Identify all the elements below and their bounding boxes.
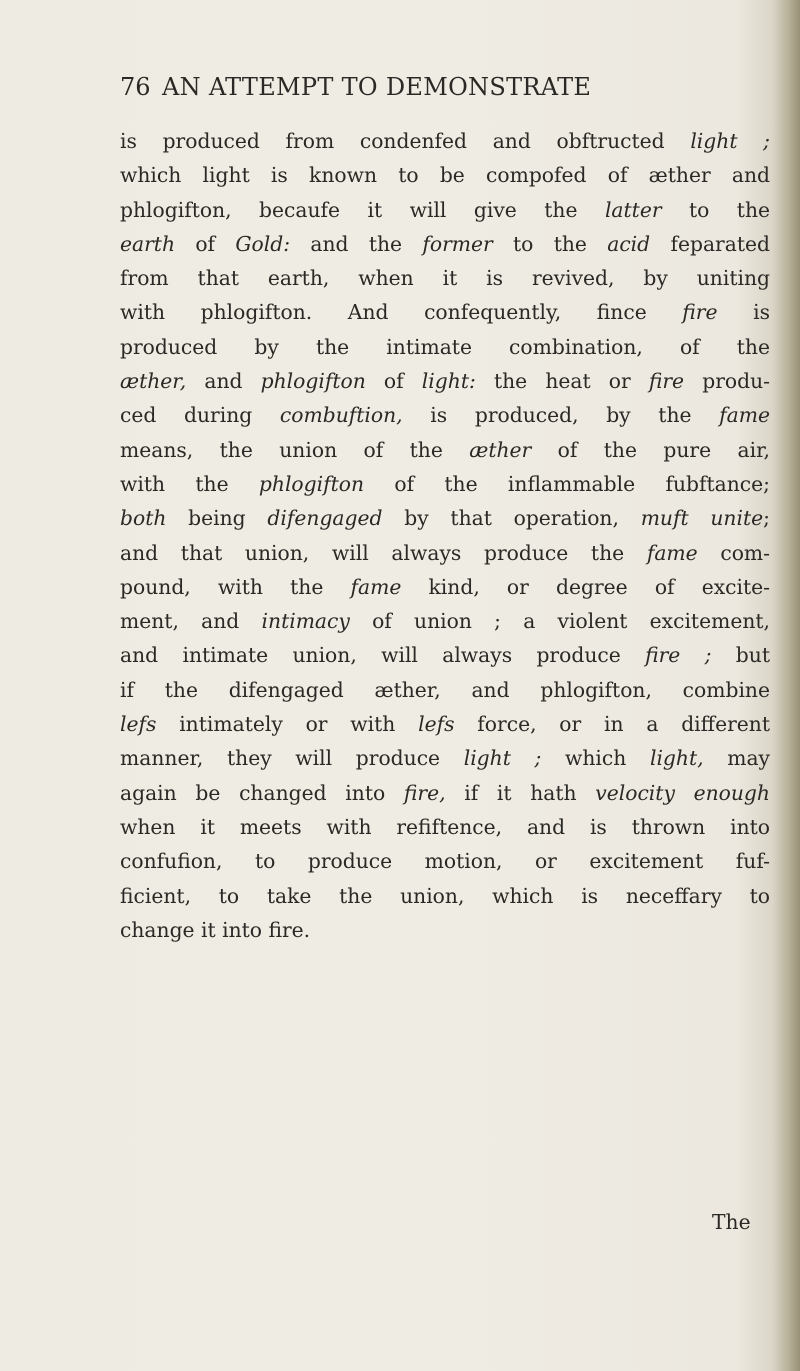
text-segment: means, the union of the [120,437,470,462]
text-segment: and [186,369,261,394]
text-segment: from that earth, when it is revived, by uniting [120,266,770,291]
text-line [120,707,770,741]
text-line [120,741,770,775]
page-edge-shadow [772,0,800,1371]
text-segment: kind, or degree of excite- [401,574,770,599]
text-segment: force, or in a different [454,712,770,737]
text-segment: com- [697,540,770,565]
italic-segment: fame [646,540,698,565]
italic-segment: Gold: [235,231,291,256]
text-segment: may [703,746,770,771]
text-segment: produced by the intimate combination, of the [120,334,770,359]
text-segment: being [166,506,268,531]
text-segment: to the [492,231,608,256]
italic-segment: fire [682,300,718,325]
italic-segment: fame [350,574,402,599]
text-segment: again be changed into [120,780,404,805]
italic-segment: intimacy [261,609,350,634]
text-segment: which light is known to be compofed of æther and [120,163,770,188]
text-segment: is produced, by the [402,403,720,428]
italic-segment: both [120,506,167,531]
text-segment: but [711,643,770,668]
text-segment: of [365,369,422,394]
text-segment: and the [290,231,423,256]
catchword: The [712,1210,751,1234]
text-segment: feparated [650,231,770,256]
text-line [120,227,770,261]
text-segment: of [175,231,236,256]
text-segment: produ- [684,369,770,394]
italic-segment: phlogifton [260,369,366,394]
text-line [120,364,770,398]
text-line [120,295,770,329]
italic-segment: light: [421,369,476,394]
text-line [120,879,770,913]
running-head: AN ATTEMPT TO DEMONSTRATE [162,73,592,101]
italic-segment: fire ; [645,643,712,668]
text-line [120,330,770,364]
text-segment: and that union, will always produce the [120,540,647,565]
italic-segment: light, [649,746,704,771]
italic-segment: æther [469,437,532,462]
text-line [120,570,770,604]
italic-segment: lefs [120,712,157,737]
text-segment: confufion, to produce motion, or excitement fuf- [120,849,770,874]
text-segment: of the pure air, [531,437,770,462]
italic-segment: muft unite [640,506,764,531]
text-segment: is [717,300,770,325]
text-segment: with the [120,471,259,496]
text-segment: intimately or with [156,712,419,737]
text-line [120,913,770,947]
text-segment: change it into fire. [120,917,311,942]
italic-segment: former [422,231,493,256]
text-segment: which [541,746,650,771]
text-segment: and intimate union, will always produce [120,643,646,668]
text-line [120,433,770,467]
text-line [120,673,770,707]
text-line [120,158,770,192]
text-line [120,810,770,844]
text-segment: ficient, to take the union, which is neceffary to [120,883,770,908]
text-segment: of the inflammable fubftance; [364,471,770,496]
text-line [120,638,770,672]
text-line [120,536,770,570]
italic-segment: combuftion, [279,403,403,428]
italic-segment: phlogifton [258,471,365,496]
text-segment: of union ; a violent excitement, [349,609,770,634]
text-segment: by that operation, [382,506,641,531]
text-line [120,261,770,295]
text-segment: ment, and [120,609,262,634]
text-segment: phlogifton, becaufe it will give the [120,197,605,222]
text-line [120,776,770,810]
italic-segment: velocity enough [595,780,770,805]
italic-segment: earth [120,231,176,256]
italic-segment: light ; [463,746,542,771]
italic-segment: æther, [120,369,187,394]
text-segment: if it hath [445,780,596,805]
text-segment: when it meets with refiftence, and is thrown into [120,814,770,839]
text-segment: manner, they will produce [120,746,464,771]
text-line [120,501,770,535]
text-segment: ; [763,506,770,531]
body-text [120,124,770,947]
italic-segment: latter [604,197,662,222]
text-line [120,398,770,432]
text-line [120,604,770,638]
page-number: 76 [120,73,151,101]
text-segment: with phlogifton. And confequently, fince [120,300,683,325]
text-line [120,124,770,158]
text-segment: is produced from condenfed and obftructed [120,129,691,153]
text-line [120,467,770,501]
italic-segment: fame [719,403,770,428]
italic-segment: light ; [690,129,770,153]
text-line [120,193,770,227]
text-segment: to the [661,197,771,222]
italic-segment: difengaged [267,506,383,531]
text-segment: the heat or [475,369,649,394]
text-line [120,844,770,878]
page-header [120,64,760,110]
text-segment: if the difengaged æther, and phlogifton, combine [120,677,770,702]
italic-segment: lefs [418,712,455,737]
text-segment: ced during [120,403,280,428]
italic-segment: acid [607,231,651,256]
text-segment: pound, with the [120,574,351,599]
italic-segment: fire, [403,780,446,805]
italic-segment: fire [648,369,685,394]
